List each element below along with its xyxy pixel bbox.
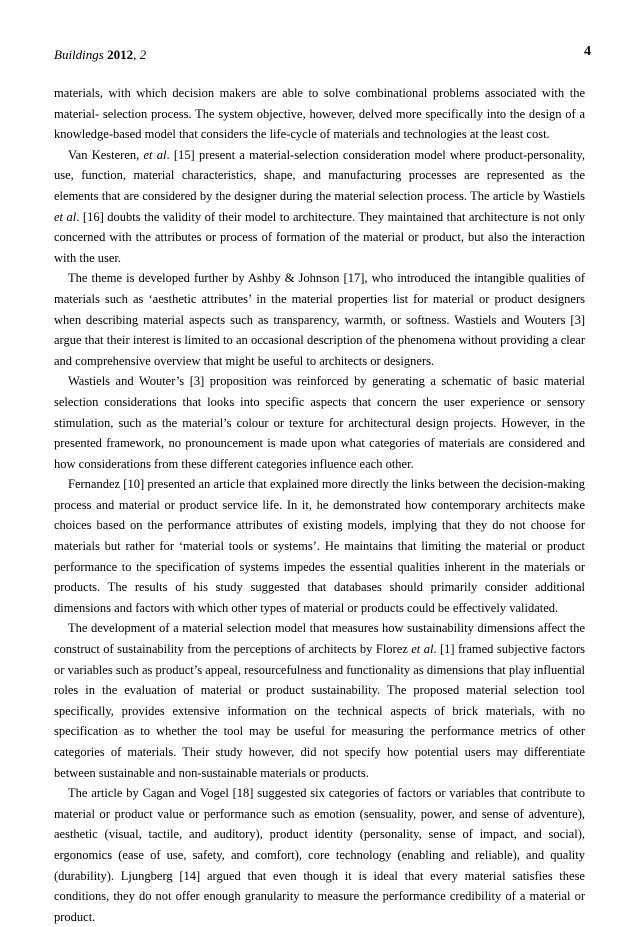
journal-year: 2012: [107, 47, 134, 62]
body-text: [54, 83, 585, 927]
header-separator: ,: [133, 47, 140, 62]
paragraph: [54, 371, 585, 474]
paragraph: [54, 83, 585, 145]
journal-volume: 2: [139, 47, 147, 62]
paragraph: [54, 474, 585, 618]
paragraph-text: materials, with which decision makers are able to solve combinational problems associated with the material- selection process. The system objective, however, delved more specifically into the design of a knowledge-based model that considers the life-cycle of materials and technologies at the least cost.: [54, 86, 585, 142]
running-header: [54, 47, 146, 63]
italic-text: et al: [411, 642, 434, 657]
paragraph: [54, 145, 585, 269]
italic-text: et al: [143, 147, 167, 162]
paragraph-text: . [1] framed subjective factors or variables such as product’s appeal, resourcefulness and functionality as dimensions that play influential roles in the evaluation of material or product sustainability. The proposed material selection tool specifically, provides extensive information on the technical aspects of brick materials, with no specification as to whether the tool may be useful for measuring the performance metrics of other categories of materials. Their study however, did not specify how potential users may differentiate between sustainable and non-sustainable materials or products.: [54, 642, 585, 780]
paragraph-text: The development of a material selection model that measures how sustainability dimensions affect the construct of sustainability from the perceptions of architects by Florez: [54, 621, 585, 657]
paragraph-text: Wastiels and Wouter’s [3] proposition was reinforced by generating a schematic of basic material selection considerations that looks into specific aspects that concern the user experience or sensory stimulation, such as the material’s colour or texture for architectural design projects. However, in the presented framework, no pronouncement is made upon what categories of materials are considered and how considerations from these different categories influence each other.: [54, 374, 585, 471]
paragraph: [54, 783, 585, 927]
italic-text: et al: [54, 209, 77, 224]
paragraph-text: The theme is developed further by Ashby & Johnson [17], who introduced the intangible qualities of materials such as ‘aesthetic attributes’ in the material properties list for material or product designers when describing material aspects such as transparency, warmth, or softness. Wastiels and Wouters [3] argue that their interest is limited to an occasional description of the phenomena without providing a clear and comprehensive overview that might be useful to architects or designers.: [54, 271, 585, 368]
paragraph-text: Van Kesteren,: [68, 147, 144, 162]
paragraph: [54, 618, 585, 783]
paragraph: [54, 268, 585, 371]
page-number: 4: [584, 44, 591, 59]
paragraph-text: . [16] doubts the validity of their model to architecture. They maintained that architecture is not only concerned with the attributes or process of formation of the material or product, but also the interaction with the user.: [54, 209, 585, 265]
paragraph-text: Fernandez [10] presented an article that explained more directly the links between the decision-making process and material or product service life. In it, he demonstrated how contemporary architects make choices based on the performance attributes of existing models, implying that they do not choose for materials but rather for ‘material tools or systems’. He maintains that limiting the material or product performance to the specification of systems impedes the essential qualities inherent in the materials or products. The results of his study suggested that databases should primarily consider additional dimensions and factors with which other types of material or products could be effectively validated.: [54, 477, 585, 615]
journal-name: Buildings: [54, 47, 104, 62]
paragraph-text: The article by Cagan and Vogel [18] suggested six categories of factors or variables that contribute to material or product value or performance such as emotion (sensuality, power, and sense of adventure), aesthetic (visual, tactile, and auditory), product identity (personality, sense of impact, and social), ergonomics (ease of use, safety, and comfort), core technology (enabling and reliable), and quality (durability). Ljungberg [14] argued that even though it is ideal that every material satisfies these conditions, they do not offer enough granularity to measure the performance credibility of a material or product.: [54, 786, 585, 924]
paragraph-text: . [15] present a material-selection consideration model where product-personality, use, function, material characteristics, shape, and manufacturing processes are represented as the elements that are considered by the designer during the material selection process. The article by Wastiels: [54, 147, 585, 203]
